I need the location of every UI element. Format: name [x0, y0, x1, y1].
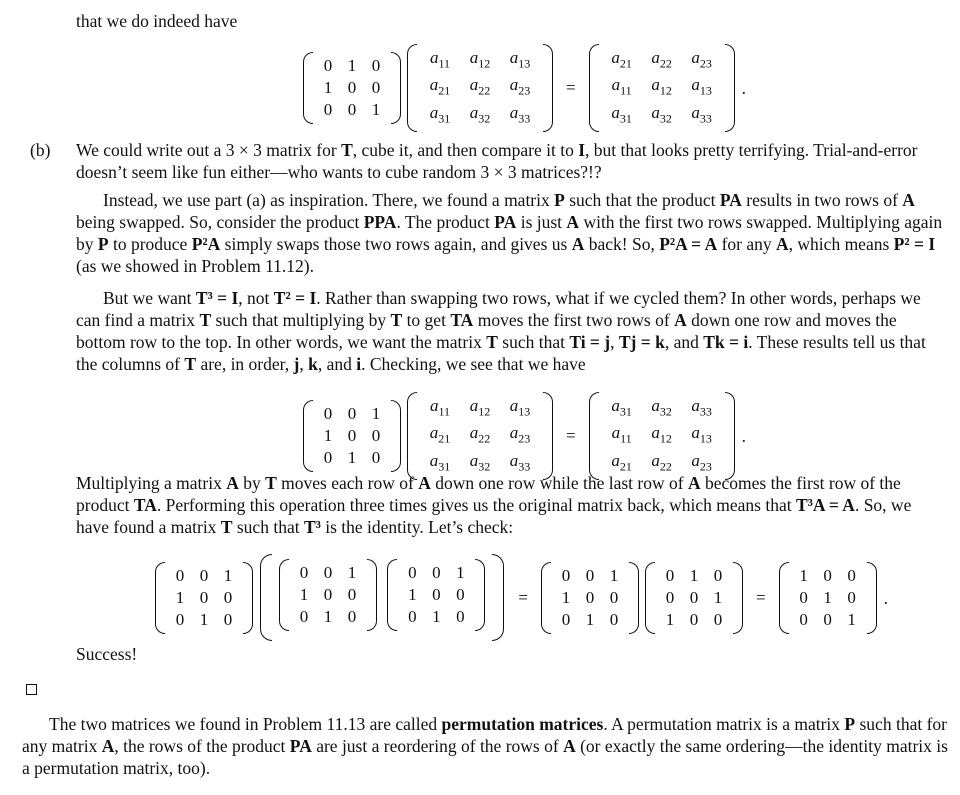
matrix-entry: 1 [175, 587, 185, 607]
text-run: . So, we have found a matrix [76, 495, 912, 537]
matrix-table [554, 565, 626, 631]
matrix-a [407, 395, 553, 477]
matrix-entry: 0 [713, 565, 723, 585]
matrix-row [602, 47, 722, 74]
part-label: (b) [30, 140, 51, 160]
matrix-table [168, 565, 240, 631]
matrix-entry: $a_{31}$ [429, 102, 451, 126]
text-run: simply swaps those two rows again, and gives us [220, 234, 572, 254]
bold-run: PA [494, 212, 517, 232]
matrix-entry: $a_{32}$ [651, 102, 672, 126]
bold-run: j [293, 354, 300, 374]
matrix-entry: 0 [371, 448, 381, 468]
equals-sign: = [566, 78, 576, 98]
matrix-row [168, 565, 240, 587]
matrix-row [292, 606, 364, 628]
matrix-entry: $a_{21}$ [611, 48, 632, 71]
bold-run: P [554, 190, 565, 210]
matrix-entry: 0 [223, 587, 233, 607]
text-run: , which means [788, 234, 894, 254]
matrix-entry: 0 [847, 565, 856, 585]
matrix-entry: 1 [323, 426, 333, 446]
matrix-entry: 1 [323, 607, 333, 626]
matrix-entry: 0 [347, 78, 357, 98]
equation-1 [300, 47, 746, 129]
matrix-row [420, 395, 540, 422]
matrix-entry: 0 [299, 563, 309, 582]
text-run: (or exactly the same ordering—the identity matrix is a permutation matrix, too). [22, 736, 948, 778]
matrix-entry: 0 [847, 587, 856, 607]
bold-run: permutation matrices [441, 714, 604, 734]
bold-run: T [220, 517, 233, 537]
matrix-entry: 0 [199, 565, 209, 585]
text-run: . Performing this operation three times gives us the original matrix back, which means that [156, 495, 796, 515]
matrix-entry: 0 [347, 426, 357, 446]
matrix-entry: 1 [689, 565, 699, 585]
bold-run: T³ [303, 517, 321, 537]
bold-run: P [844, 714, 856, 734]
matrix-entry: 1 [347, 56, 357, 76]
equals-sign: = [566, 426, 576, 446]
text-run: , the rows of the product [114, 736, 290, 756]
matrix-entry: 0 [323, 563, 333, 582]
matrix-t [279, 562, 377, 628]
matrix-t-squared [645, 565, 743, 631]
matrix-row [316, 403, 388, 425]
matrix-entry: $a_{23}$ [509, 423, 531, 446]
matrix-entry: 0 [456, 585, 465, 604]
matrix-table [602, 47, 722, 129]
matrix-entry: 1 [408, 585, 417, 604]
matrix-row [602, 102, 722, 129]
matrix-entry: $a_{12}$ [469, 48, 491, 71]
text-run: But we want [103, 288, 196, 308]
matrix-table [400, 562, 472, 628]
matrix-t [387, 562, 485, 628]
text-run: down one row while the last row of [430, 473, 688, 493]
matrix-result [589, 47, 735, 129]
matrix-entry: $a_{31}$ [429, 450, 451, 474]
matrix-t [541, 565, 639, 631]
matrix-entry: $a_{22}$ [469, 423, 491, 446]
matrix-t [155, 565, 253, 631]
matrix-entry: 0 [665, 565, 675, 585]
matrix-entry: $a_{32}$ [651, 396, 672, 419]
equals-sign: = [518, 587, 528, 607]
matrix-entry: 1 [847, 609, 856, 629]
text-run: , [610, 332, 619, 352]
matrix-entry: 1 [299, 585, 309, 604]
matrix-entry: $a_{33}$ [509, 102, 531, 126]
matrix-entry: 0 [799, 587, 808, 607]
bold-run: PA [289, 736, 312, 756]
bold-run: A [418, 473, 431, 493]
bold-run: T² = I [273, 288, 317, 308]
matrix-entry: 0 [665, 587, 675, 607]
qed-box-icon [26, 684, 37, 695]
matrix-entry: 1 [199, 609, 209, 629]
text-run: to get [402, 310, 451, 330]
bold-run: T [199, 310, 212, 330]
bold-run: k [308, 354, 318, 374]
bold-run: TA [450, 310, 474, 330]
text-run: , [299, 354, 309, 374]
bold-run: TA [133, 495, 157, 515]
matrix-entry: $a_{12}$ [651, 75, 672, 98]
bold-run: PPA [363, 212, 397, 232]
matrix-entry: 0 [371, 426, 381, 446]
text-run: , but that looks pretty terrifying. Trial-and-error doesn’t seem like fun either—who wants to cube random 3 × 3 matrices?!? [76, 140, 918, 182]
text-run: by [238, 473, 266, 493]
equation-2 [300, 395, 746, 477]
matrix-entry: 0 [323, 56, 333, 76]
matrix-entry: $a_{31}$ [611, 396, 632, 419]
matrix-entry: 0 [823, 565, 832, 585]
matrix-entry: $a_{31}$ [611, 102, 632, 126]
matrix-entry: 1 [456, 563, 465, 582]
matrix-row [602, 74, 722, 101]
matrix-entry: $a_{33}$ [509, 450, 531, 474]
matrix-entry: 0 [432, 585, 441, 604]
period: . [741, 78, 746, 99]
text-run: . Checking, we see that we have [361, 354, 586, 374]
matrix-entry: 1 [585, 609, 595, 629]
matrix-entry: 1 [432, 607, 441, 626]
matrix-entry: $a_{22}$ [651, 450, 672, 474]
matrix-entry: 0 [299, 607, 309, 626]
matrix-entry: 1 [323, 78, 333, 98]
matrix-entry: $a_{12}$ [469, 396, 491, 419]
matrix-entry: 0 [609, 587, 619, 607]
text-run: becomes the first row of the product [76, 473, 901, 515]
paragraph-3 [76, 287, 948, 375]
matrix-row [658, 609, 730, 631]
matrix-entry: $a_{23}$ [691, 48, 712, 71]
matrix-row [420, 422, 540, 449]
bold-run: T [341, 140, 353, 160]
matrix-p [303, 55, 401, 121]
text-run: results in two rows of [741, 190, 903, 210]
matrix-entry: 0 [347, 585, 357, 604]
text-run: for any [717, 234, 777, 254]
matrix-entry: 0 [323, 585, 333, 604]
matrix-entry: 0 [713, 609, 723, 629]
matrix-entry: 1 [371, 100, 381, 120]
matrix-identity [779, 565, 877, 631]
bold-run: Tk = i [703, 332, 749, 352]
matrix-entry: 0 [432, 563, 441, 582]
matrix-entry: 0 [175, 565, 185, 585]
matrix-entry: 0 [347, 607, 357, 626]
equation-3 [152, 562, 888, 633]
text-run: back! So, [584, 234, 660, 254]
matrix-entry: $a_{22}$ [651, 48, 672, 71]
text-run: We could write out a 3 × 3 matrix for [76, 140, 342, 160]
matrix-entry: $a_{23}$ [691, 450, 712, 474]
matrix-entry: $a_{11}$ [429, 396, 451, 419]
paragraph-2 [76, 189, 948, 277]
matrix-row [316, 447, 388, 469]
matrix-entry: 1 [561, 587, 571, 607]
matrix-entry: 0 [456, 607, 465, 626]
text-run: down one row and moves the bottom row to the top. In other words, we want the matrix [76, 310, 897, 352]
text-run: Multiplying a matrix [76, 473, 227, 493]
bold-run: A [101, 736, 115, 756]
matrix-entry: $a_{23}$ [509, 75, 531, 98]
matrix-entry: 0 [609, 609, 619, 629]
matrix-row [400, 584, 472, 606]
period: . [741, 426, 746, 447]
matrix-entry: $a_{21}$ [429, 423, 451, 446]
bold-run: A [566, 212, 580, 232]
bold-run: A [571, 234, 585, 254]
matrix-entry: $a_{12}$ [651, 423, 672, 446]
closing-paragraph [22, 713, 948, 779]
text-run: , not [238, 288, 274, 308]
matrix-row [316, 77, 388, 99]
matrix-entry: 0 [561, 609, 571, 629]
matrix-entry: 0 [223, 609, 233, 629]
text-run: such that [232, 517, 304, 537]
matrix-row [554, 609, 626, 631]
text-run: such that for any matrix [22, 714, 947, 756]
matrix-entry: $a_{13}$ [509, 396, 531, 419]
text-run: . A permutation matrix is a matrix [603, 714, 845, 734]
matrix-entry: 0 [175, 609, 185, 629]
text-run: being swapped. So, consider the product [76, 212, 364, 232]
matrix-table [602, 395, 722, 477]
matrix-row [292, 562, 364, 584]
matrix-row [658, 587, 730, 609]
matrix-entry: 1 [665, 609, 675, 629]
bold-run: A [563, 736, 576, 756]
success-text: Success! [76, 644, 138, 664]
text-run: with the first two rows swapped. Multiplying again by [76, 212, 943, 254]
bold-run: T [184, 354, 197, 374]
text-run: . The product [396, 212, 495, 232]
matrix-entry: 0 [371, 78, 381, 98]
bold-run: Tj = k [618, 332, 665, 352]
text-run: to produce [108, 234, 192, 254]
matrix-entry: 0 [347, 100, 357, 120]
matrix-row [400, 606, 472, 628]
matrix-row [420, 102, 540, 129]
bold-run: I [578, 140, 586, 160]
matrix-row [792, 587, 864, 609]
bold-run: A [226, 473, 239, 493]
bold-run: P [97, 234, 109, 254]
matrix-row [420, 47, 540, 74]
bold-run: P²A [191, 234, 221, 254]
matrix-row [168, 587, 240, 609]
matrix-table [316, 403, 388, 469]
matrix-row [420, 74, 540, 101]
equals-sign: = [755, 587, 766, 607]
matrix-entry: 0 [323, 404, 333, 424]
matrix-entry: 0 [585, 565, 595, 585]
bold-run: A [776, 234, 789, 254]
paragraph-1 [76, 139, 948, 183]
text-run: . These results tell us that the columns of [76, 332, 926, 374]
matrix-entry: 0 [689, 609, 699, 629]
matrix-row [316, 99, 388, 121]
matrix-entry: 1 [823, 587, 832, 607]
bold-run: A [674, 310, 687, 330]
matrix-row [602, 422, 722, 449]
bold-run: T [486, 332, 498, 352]
text-run: , and [664, 332, 704, 352]
matrix-result [589, 395, 735, 477]
text-run: (as we showed in Problem 11.12). [76, 256, 314, 276]
matrix-table [420, 47, 540, 129]
matrix-row [554, 565, 626, 587]
bold-run: Ti = j [569, 332, 611, 352]
matrix-entry: 0 [323, 100, 333, 120]
matrix-entry: $a_{13}$ [691, 423, 712, 446]
matrix-entry: 1 [347, 563, 357, 582]
matrix-entry: 1 [609, 565, 619, 585]
matrix-row [400, 562, 472, 584]
matrix-row [554, 587, 626, 609]
matrix-entry: 1 [713, 587, 723, 607]
text-run: such that multiplying by [211, 310, 391, 330]
matrix-entry: 0 [347, 404, 357, 424]
text-run: The two matrices we found in Problem 11.13 are called [49, 714, 442, 734]
matrix-entry: 0 [408, 563, 417, 582]
matrix-a [407, 47, 553, 129]
matrix-entry: $a_{21}$ [611, 450, 632, 474]
intro-line: that we do indeed have [76, 11, 238, 31]
text-run: is the identity. Let’s check: [320, 517, 514, 537]
matrix-entry: $a_{22}$ [469, 75, 491, 98]
text-run: such that [497, 332, 570, 352]
matrix-row [602, 395, 722, 422]
matrix-entry: 0 [561, 565, 571, 585]
bold-run: A [902, 190, 915, 210]
bold-run: PA [719, 190, 742, 210]
matrix-entry: 1 [799, 565, 808, 585]
matrix-entry: $a_{32}$ [469, 102, 491, 126]
matrix-table [658, 565, 730, 631]
text-run: are, in order, [196, 354, 294, 374]
text-run: , cube it, and then compare it to [352, 140, 579, 160]
matrix-table [792, 565, 864, 631]
matrix-row [792, 565, 864, 587]
matrix-entry: 1 [347, 448, 357, 468]
matrix-entry: $a_{33}$ [691, 396, 712, 419]
matrix-entry: $a_{33}$ [691, 102, 712, 126]
matrix-entry: $a_{11}$ [429, 48, 451, 71]
text-run: are just a reordering of the rows of [311, 736, 564, 756]
matrix-entry: 0 [585, 587, 595, 607]
matrix-entry: 0 [371, 56, 381, 76]
matrix-table [420, 395, 540, 477]
matrix-table [316, 55, 388, 121]
bold-run: i [356, 354, 362, 374]
matrix-entry: $a_{21}$ [429, 75, 451, 98]
bold-run: P²A = A [659, 234, 718, 254]
bold-run: A [687, 473, 701, 493]
matrix-row [292, 584, 364, 606]
matrix-table [292, 562, 364, 628]
matrix-row [168, 609, 240, 631]
matrix-row [792, 609, 864, 631]
bold-run: T³ = I [195, 288, 239, 308]
matrix-entry: 0 [689, 587, 699, 607]
text-run: such that the product [564, 190, 720, 210]
bold-run: T [390, 310, 403, 330]
matrix-row [316, 55, 388, 77]
matrix-row [316, 425, 388, 447]
text-run: moves the first two rows of [473, 310, 675, 330]
matrix-entry: $a_{11}$ [611, 75, 632, 98]
matrix-entry: 0 [799, 609, 808, 629]
period: . [883, 587, 888, 608]
matrix-entry: 0 [323, 448, 333, 468]
grouped-product [260, 562, 504, 633]
bold-run: P² = I [893, 234, 936, 254]
matrix-entry: 0 [408, 607, 417, 626]
paragraph-4 [76, 472, 948, 538]
bold-run: T [265, 473, 277, 493]
matrix-entry: 0 [823, 609, 832, 629]
matrix-t [303, 403, 401, 469]
matrix-entry: $a_{11}$ [611, 423, 632, 446]
matrix-entry: $a_{13}$ [691, 75, 712, 98]
text-run: is just [516, 212, 567, 232]
matrix-entry: 1 [223, 565, 233, 585]
text-run: Instead, we use part (a) as inspiration. There, we found a matrix [103, 190, 555, 210]
text-run: , and [317, 354, 357, 374]
matrix-entry: $a_{13}$ [509, 48, 531, 71]
text-run: . Rather than swapping two rows, what if we cycled them? In other words, perhaps we can find a matrix [76, 288, 921, 330]
matrix-row [658, 565, 730, 587]
matrix-entry: 0 [199, 587, 209, 607]
text-run: moves each row of [276, 473, 419, 493]
matrix-entry: $a_{32}$ [469, 450, 491, 474]
bold-run: T³A = A [795, 495, 855, 515]
matrix-entry: 1 [371, 404, 381, 424]
